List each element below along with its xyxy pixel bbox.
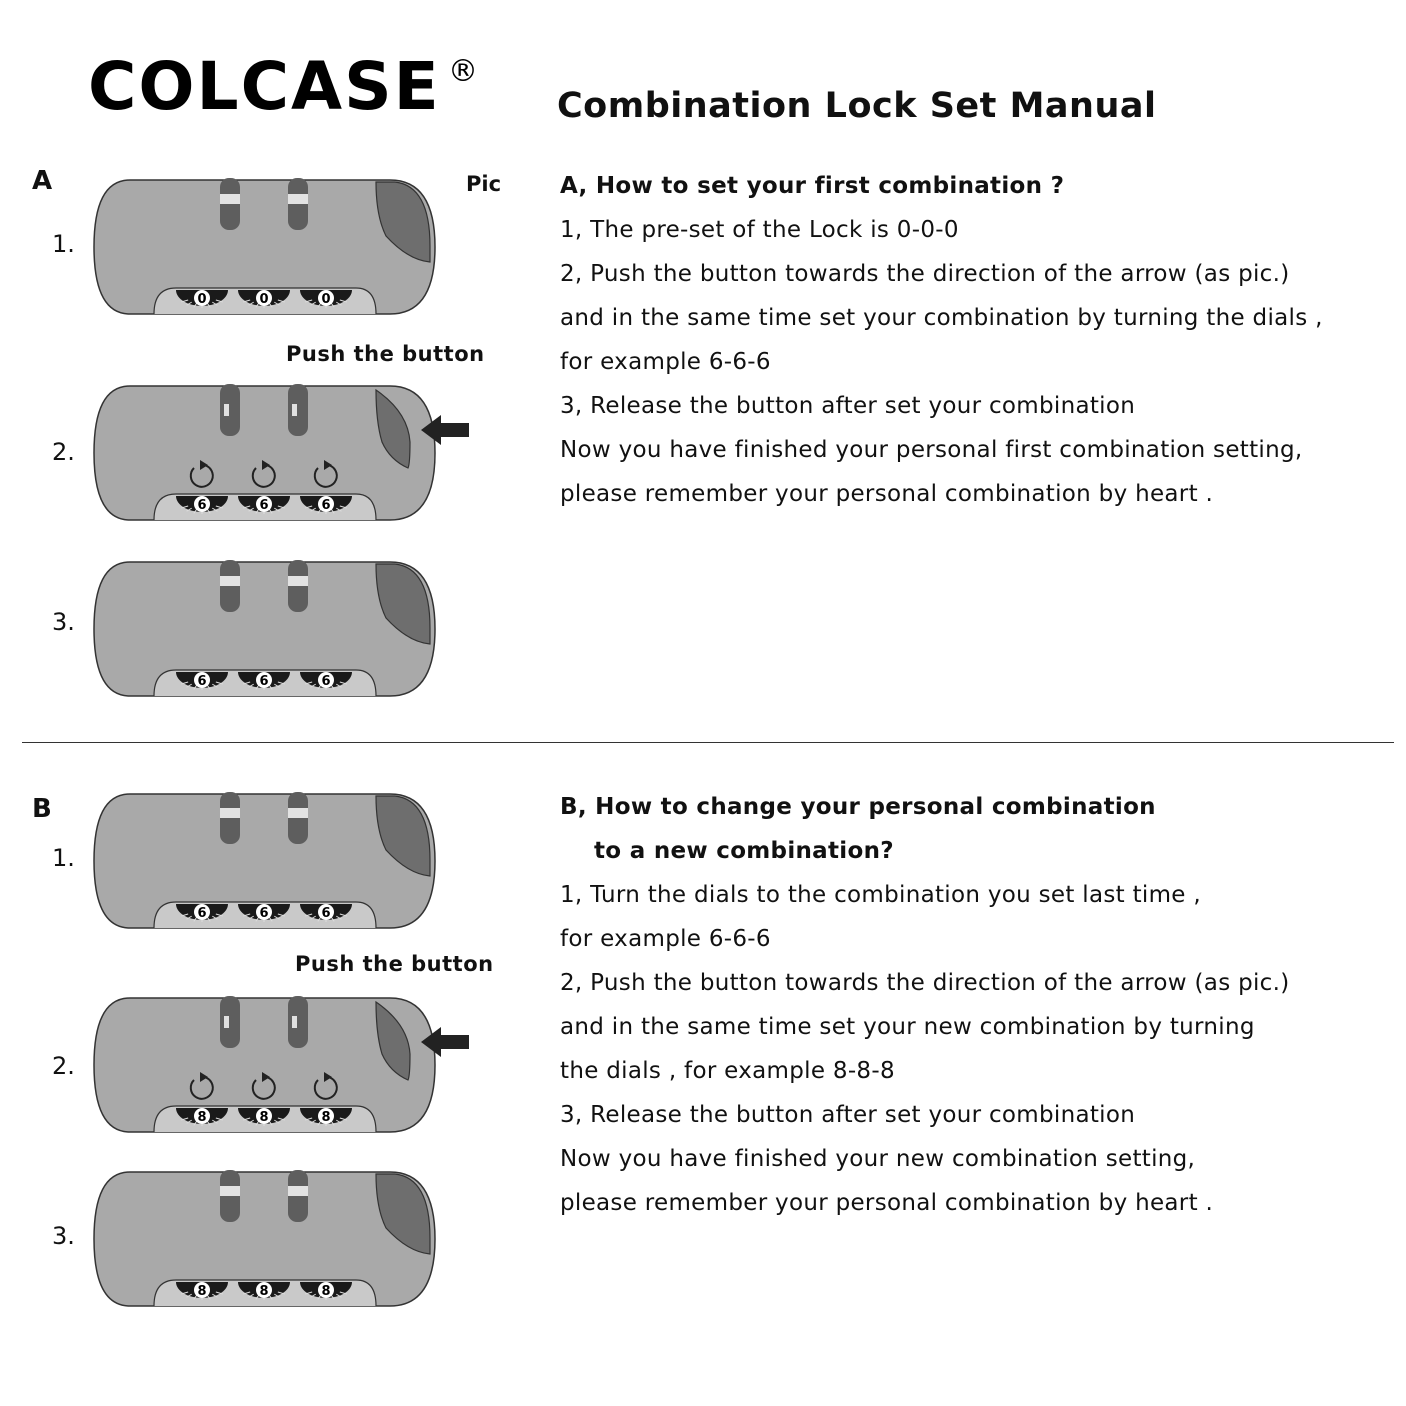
- section-a-heading: A, How to set your first combination ?: [560, 173, 1065, 199]
- section-divider: [22, 742, 1394, 743]
- step-b2-number: 2.: [52, 1052, 75, 1080]
- dial-digit: 6: [197, 498, 207, 513]
- section-b-line: Now you have finished your new combination setting,: [560, 1146, 1196, 1172]
- section-a-line: for example 6-6-6: [560, 349, 771, 375]
- step-b1-number: 1.: [52, 844, 75, 872]
- dial-digit: 6: [197, 674, 207, 689]
- section-b-line: 2, Push the button towards the direction of the arrow (as pic.): [560, 970, 1290, 996]
- dial-digit: 0: [197, 292, 207, 307]
- section-b-line: for example 6-6-6: [560, 926, 771, 952]
- push-button-label-b: Push the button: [295, 952, 494, 976]
- lock-illustration-b2: [90, 994, 440, 1136]
- section-b-line: 3, Release the button after set your combination: [560, 1102, 1136, 1128]
- dial-digit: 8: [197, 1284, 207, 1299]
- section-a-line: 1, The pre-set of the Lock is 0-0-0: [560, 217, 959, 243]
- dial-digit: 8: [321, 1110, 331, 1125]
- lock-illustration-a2: [90, 382, 440, 524]
- push-arrow-icon: [421, 415, 471, 445]
- lock-illustration-a3: [90, 558, 440, 700]
- section-a-instructions: [560, 164, 1390, 516]
- dial-digit: 0: [259, 292, 269, 307]
- dial-digit: 8: [259, 1110, 269, 1125]
- section-b-line: 1, Turn the dials to the combination you set last time ,: [560, 882, 1201, 908]
- section-b-line: the dials , for example 8-8-8: [560, 1058, 895, 1084]
- brand-name: COLCASE: [88, 48, 441, 125]
- step-b3-number: 3.: [52, 1222, 75, 1250]
- section-a-line: 2, Push the button towards the direction of the arrow (as pic.): [560, 261, 1290, 287]
- section-a-line: Now you have finished your personal first combination setting,: [560, 437, 1303, 463]
- step-a1-number: 1.: [52, 230, 75, 258]
- dial-digit: 0: [321, 292, 331, 307]
- dial-digit: 8: [197, 1110, 207, 1125]
- dial-digit: 6: [321, 498, 331, 513]
- section-b-heading: B, How to change your personal combination: [560, 794, 1156, 820]
- step-a2-number: 2.: [52, 438, 75, 466]
- pic-label: Pic: [466, 172, 502, 196]
- lock-illustration-b1: [90, 790, 440, 932]
- lock-illustration-b3: [90, 1168, 440, 1310]
- dial-digit: 8: [259, 1284, 269, 1299]
- dial-digit: 6: [321, 674, 331, 689]
- section-b-heading-cont: to a new combination?: [594, 838, 894, 864]
- dial-digit: 6: [259, 674, 269, 689]
- dial-digit: 6: [259, 906, 269, 921]
- step-a3-number: 3.: [52, 608, 75, 636]
- section-a-letter: A: [32, 166, 53, 196]
- dial-digit: 8: [321, 1284, 331, 1299]
- dial-digit: 6: [197, 906, 207, 921]
- push-button-label-a: Push the button: [286, 342, 485, 366]
- push-arrow-icon: [421, 1027, 471, 1057]
- section-b-letter: B: [32, 794, 52, 824]
- section-a-line: please remember your personal combination by heart .: [560, 481, 1214, 507]
- registered-mark: ®: [448, 54, 480, 89]
- section-b-line: and in the same time set your new combination by turning: [560, 1014, 1255, 1040]
- brand-logo: [88, 48, 488, 128]
- section-a-line: and in the same time set your combination by turning the dials ,: [560, 305, 1323, 331]
- section-b-instructions: [560, 785, 1390, 1225]
- page-title: Combination Lock Set Manual: [557, 86, 1157, 126]
- lock-illustration-a1: [90, 176, 440, 318]
- section-b-line: please remember your personal combination by heart .: [560, 1190, 1214, 1216]
- section-a-line: 3, Release the button after set your combination: [560, 393, 1136, 419]
- dial-digit: 6: [259, 498, 269, 513]
- dial-digit: 6: [321, 906, 331, 921]
